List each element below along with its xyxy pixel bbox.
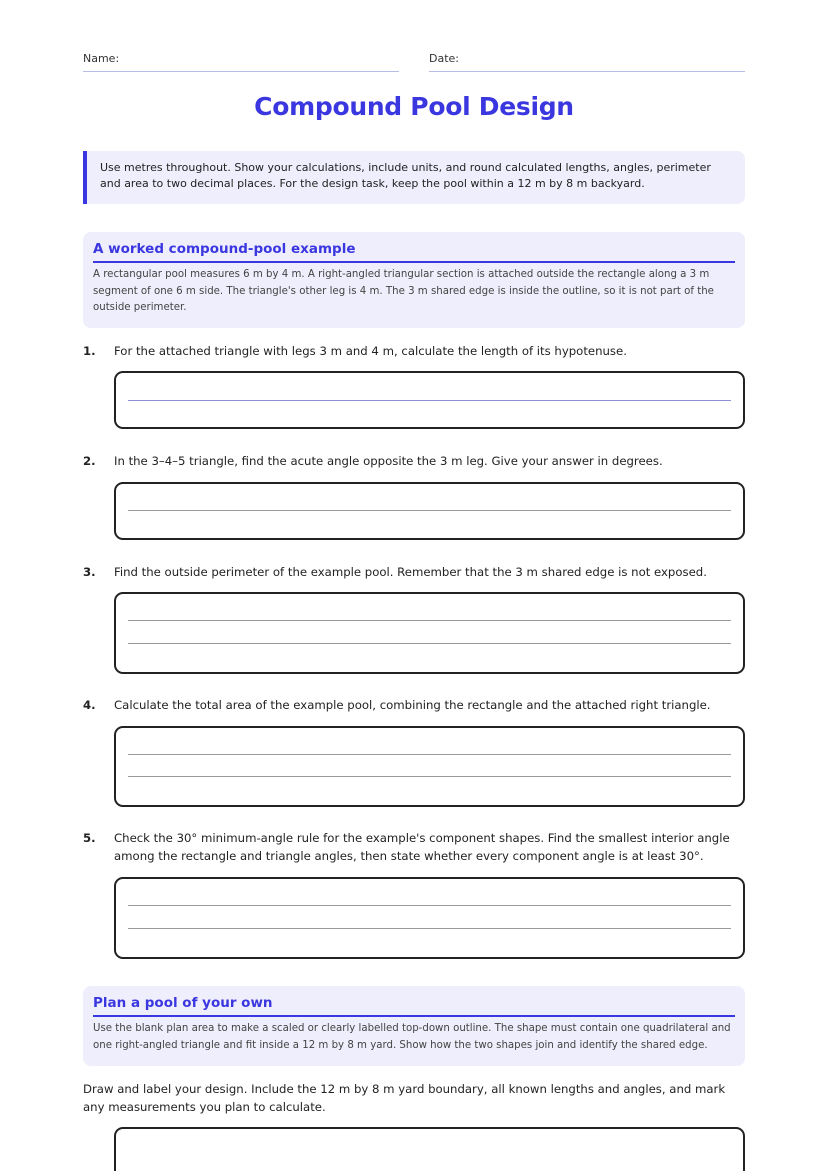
answer-box-3[interactable]: [114, 592, 745, 674]
answer-box-4[interactable]: [114, 726, 745, 807]
page-title: Compound Pool Design: [254, 92, 574, 121]
design-prompt: Draw and label your design. Include the 12 m by 8 m yard boundary, all known lengths and angles, and mark any measurements you plan to calculate.: [83, 1082, 726, 1114]
question-text: Check the 30° minimum-angle rule for the example's component shapes. Find the smallest interior angle among the rectangle and triangle angles, then state whether every component angle is at least 30°.: [114, 831, 730, 863]
answer-line: [128, 905, 731, 906]
answer-line: [128, 754, 731, 755]
question-number: 1.: [83, 344, 96, 358]
answer-box-1[interactable]: [114, 371, 745, 429]
answer-line: [128, 643, 731, 644]
question-number: 2.: [83, 454, 96, 468]
question-number: 3.: [83, 565, 96, 579]
question-1: [83, 342, 745, 360]
question-text: Find the outside perimeter of the example pool. Remember that the 3 m shared edge is not exposed.: [114, 565, 707, 579]
answer-line: [128, 776, 731, 777]
question-4: [83, 696, 745, 714]
answer-box-5[interactable]: [114, 877, 745, 959]
question-text: For the attached triangle with legs 3 m and 4 m, calculate the length of its hypotenuse.: [114, 344, 627, 358]
worked-example-section: [83, 232, 745, 328]
plan-section-title: Plan a pool of your own: [93, 995, 735, 1017]
question-text: Calculate the total area of the example pool, combining the rectangle and the attached right triangle.: [114, 698, 711, 712]
date-field[interactable]: [429, 52, 745, 72]
question-number: 4.: [83, 698, 96, 712]
instructions-box: Use metres throughout. Show your calculations, include units, and round calculated lengths, angles, perimeter and area to two decimal places. For the design task, keep the pool within a 12 m by 8 m backyard.: [83, 151, 745, 204]
answer-line: [128, 928, 731, 929]
date-label: Date:: [429, 52, 459, 65]
answer-line: [128, 400, 731, 401]
answer-line: [128, 620, 731, 621]
question-2: [83, 452, 745, 470]
design-area[interactable]: [114, 1127, 745, 1171]
question-text: In the 3–4–5 triangle, find the acute angle opposite the 3 m leg. Give your answer in degrees.: [114, 454, 663, 468]
plan-section-text: Use the blank plan area to make a scaled or clearly labelled top-down outline. The shape must contain one quadrilateral and one right-angled triangle and fit inside a 12 m by 8 m yard. Show how the two shapes join and identify the shared edge.: [93, 1023, 731, 1051]
name-label: Name:: [83, 52, 120, 65]
worked-example-text: A rectangular pool measures 6 m by 4 m. A right-angled triangular section is attached outside the rectangle along a 3 m segment of one 6 m side. The triangle's other leg is 4 m. The 3 m shared edge is inside the outline, so it is not part of the outside perimeter.: [93, 269, 714, 314]
worked-example-title: A worked compound-pool example: [93, 241, 735, 263]
question-3: [83, 563, 745, 581]
question-5: [83, 829, 745, 865]
answer-box-2[interactable]: [114, 482, 745, 540]
name-field[interactable]: [83, 52, 399, 72]
question-number: 5.: [83, 831, 96, 845]
plan-section: [83, 986, 745, 1066]
header: [83, 52, 745, 72]
answer-line: [128, 510, 731, 511]
